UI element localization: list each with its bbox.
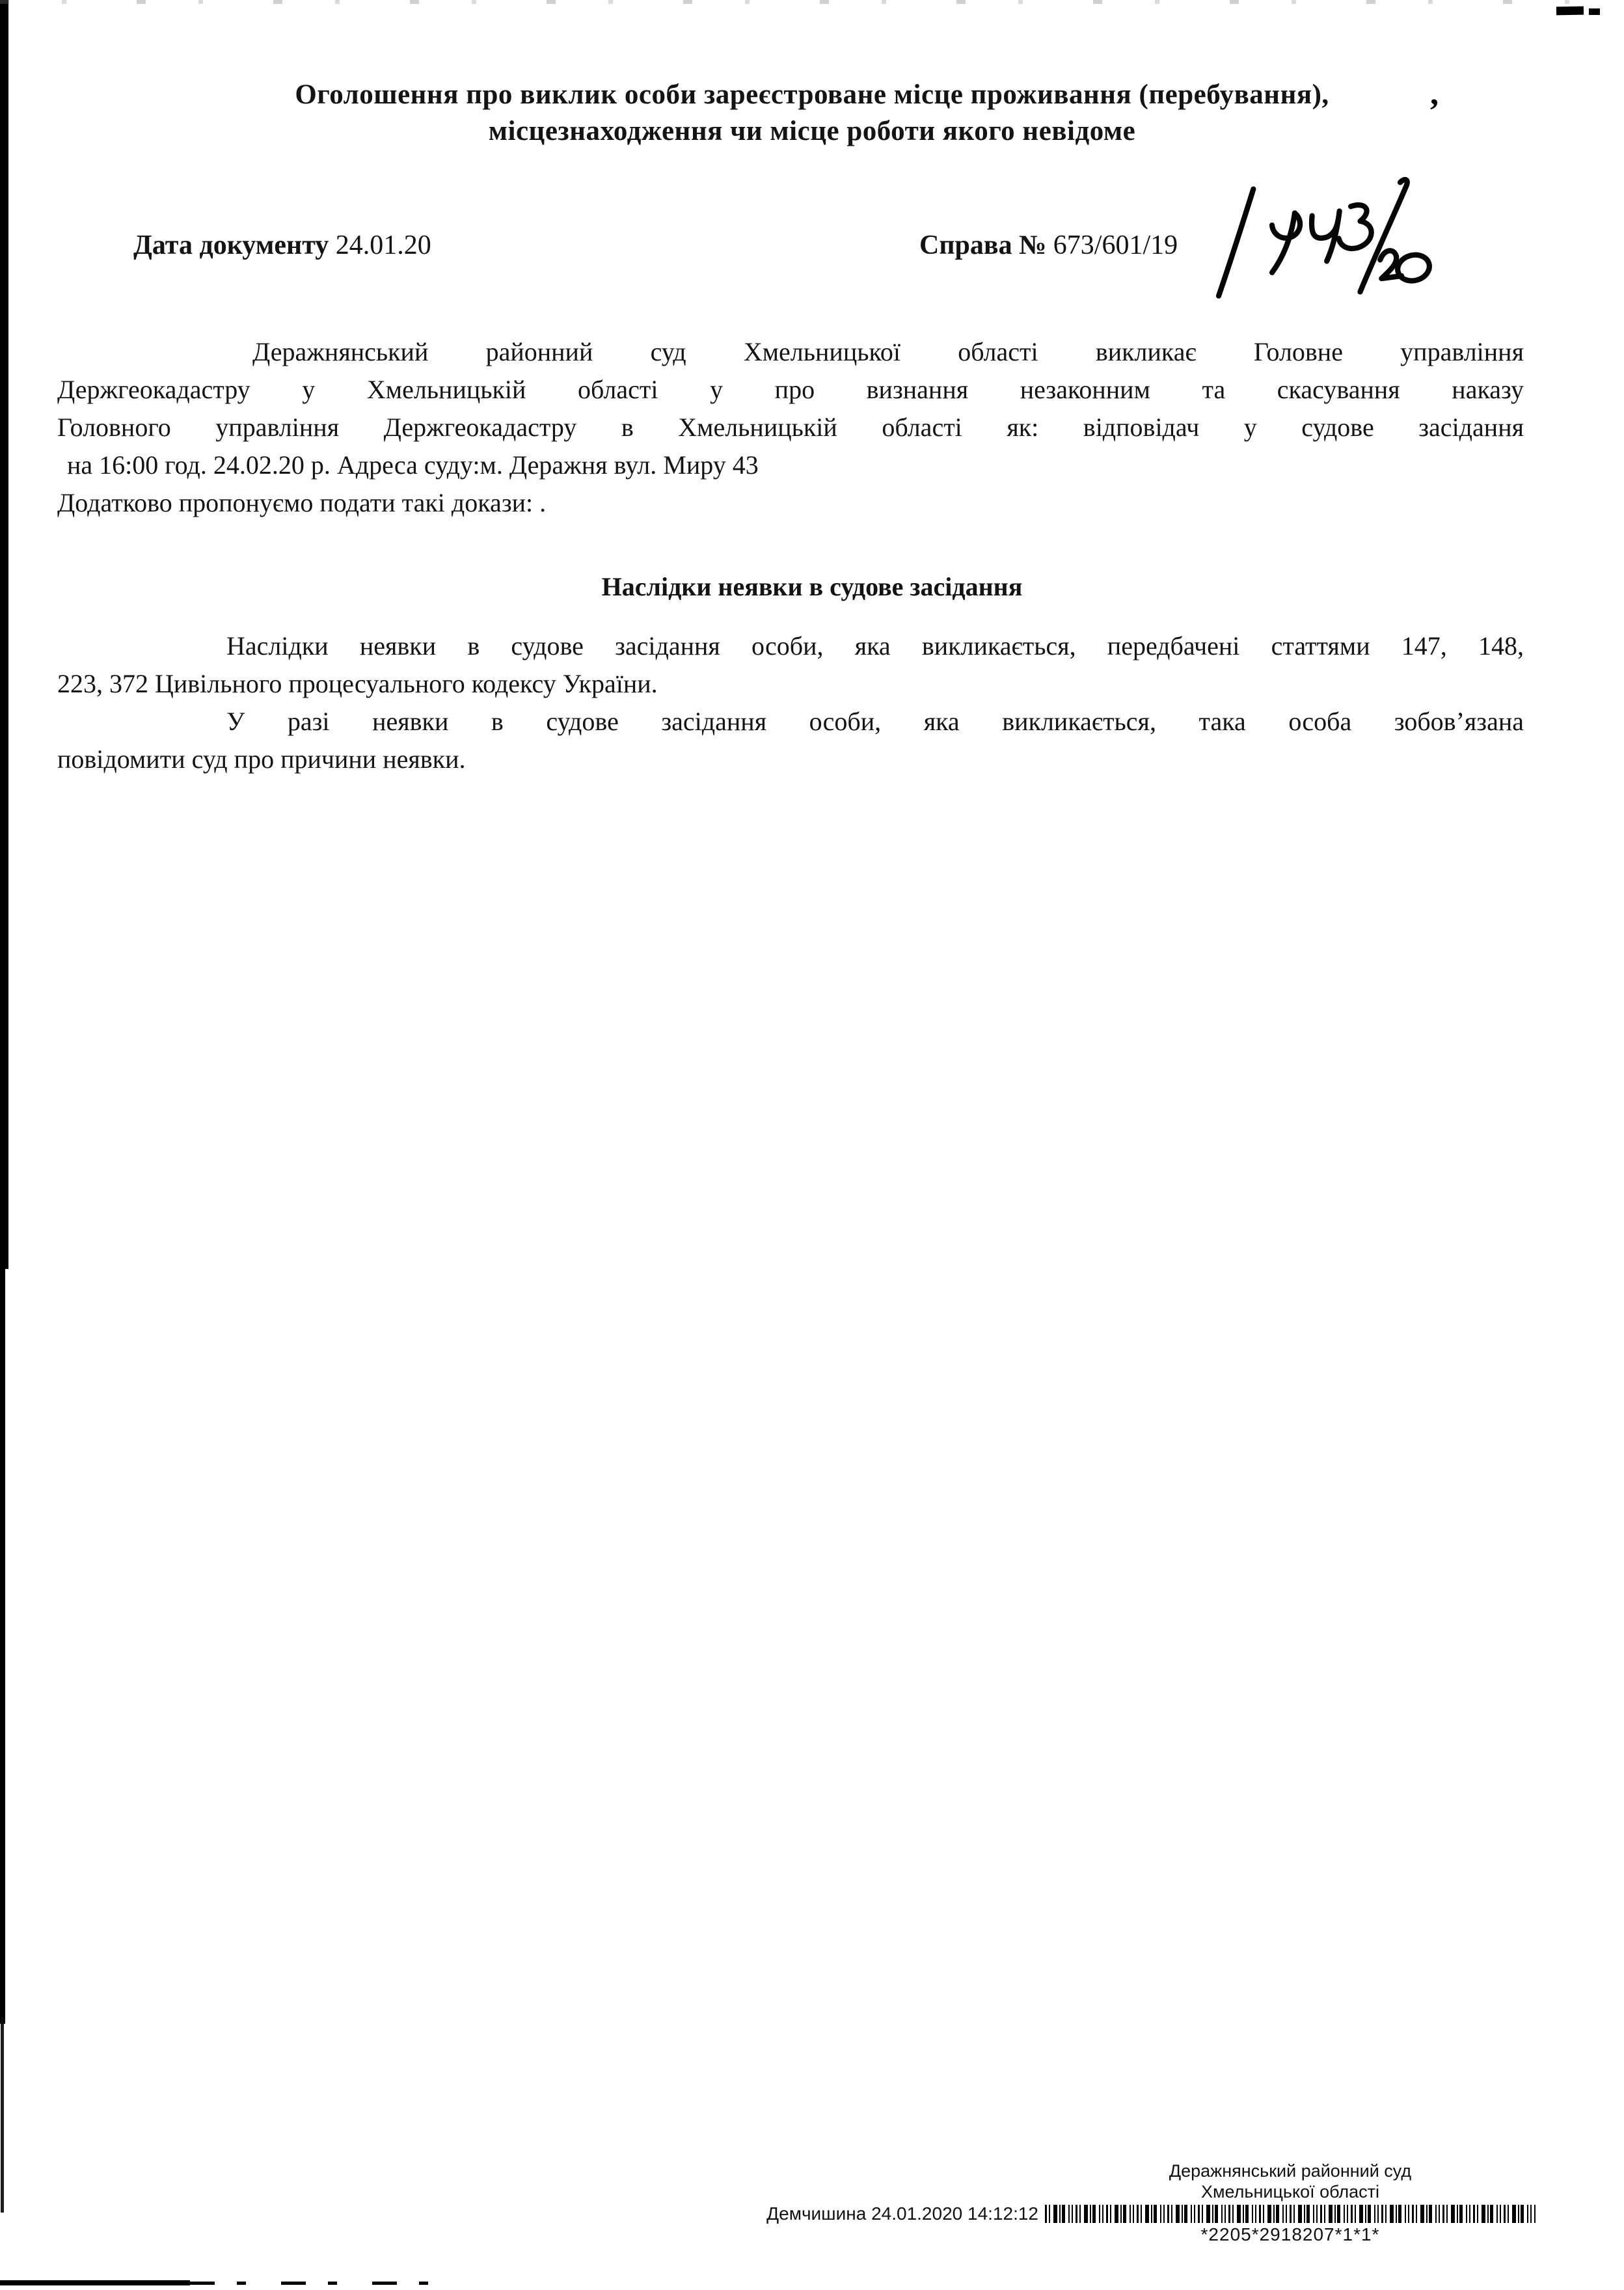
court-name-line1: Деражнянський районний суд [1169,2161,1412,2181]
paragraph-line: У разі неявки в судове засідання особи, яка викликається, така особа зобов’язана [226,707,1524,736]
scan-edge-bottom [0,2280,190,2285]
paragraph-line: Наслідки неявки в судове засідання особи, яка викликається, передбачені статтями 147, 148, [226,631,1524,661]
section-heading: Наслідки неявки в судове засідання [601,572,1023,601]
date-label: Дата документу [133,230,329,260]
scan-edge-strip [0,0,8,1269]
handwritten-case-number [1211,174,1433,305]
scan-speck [1556,7,1584,16]
paragraph-line: Головного управління Держгеокадастру в Хмельницькій області як: відповідач у судове засідання [57,413,1524,442]
date-value: 24.01.20 [335,230,431,260]
paragraph-line: Додатково пропонуємо подати такі докази: . [57,488,547,517]
scan-edge-bottom-dashes [190,2282,463,2285]
paragraph-summons [57,333,1524,522]
case-number [919,229,1178,262]
document-title-line1: Оголошення про виклик особи зареєстроване місце проживання (перебування), [295,79,1329,110]
ink-speck: , [1430,75,1439,112]
document-title [0,77,1624,150]
paragraph-line: на 16:00 год. 24.02.20 р. Адреса суду:м. Деражня вул. Миру 43 [67,450,759,480]
scan-edge-strip [1,2017,4,2213]
case-value: 673/601/19 [1053,230,1178,260]
court-name [1045,2161,1536,2202]
barcode-caption: *2205*2918207*1*1* [1200,2224,1380,2244]
document-title-line2: місцезнаходження чи місце роботи якого невідоме [488,116,1136,146]
paragraph-line: Держгеокадастру у Хмельницькій області у про визнання незаконним та скасування наказу [57,375,1524,404]
case-label: Справа № [919,230,1047,260]
document-date [133,229,431,262]
paragraph-consequences [57,627,1524,778]
scan-noise-top [0,0,1624,4]
operator-stamp: Демчишина 24.01.2020 14:12:12 [766,2203,1038,2224]
paragraph-line: повідомити суд про причини неявки. [57,744,466,774]
court-name-line2: Хмельницької області [1200,2182,1380,2201]
scan-speck [1589,8,1600,15]
paragraph-line: 223, 372 Цивільного процесуального кодексу України. [57,669,658,698]
handwriting-strokes [1211,174,1433,305]
paragraph-line: Деражнянський районний суд Хмельницької області викликає Головне управління [252,337,1524,366]
scan-edge-strip [0,1269,5,2024]
barcode [1045,2205,1536,2223]
